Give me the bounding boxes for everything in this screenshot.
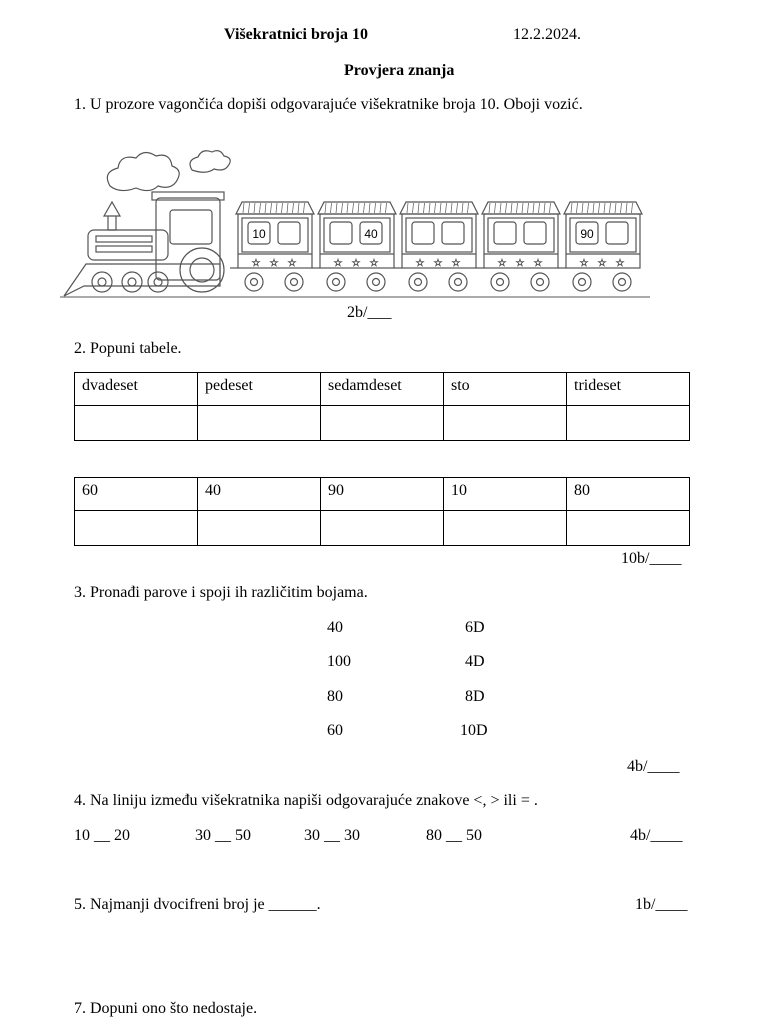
- wagon-wheel-icon: [491, 273, 509, 291]
- star-icon: ☆: [579, 258, 589, 269]
- smoke-cloud-icon: [107, 152, 179, 190]
- pair-right-value[interactable]: 6D: [465, 619, 485, 636]
- table2-answer-cell[interactable]: [75, 511, 198, 546]
- train-wagon: [476, 202, 560, 291]
- wagon-window-right[interactable]: [278, 222, 300, 244]
- pair-right-value[interactable]: 4D: [465, 653, 485, 670]
- wagon-window-right[interactable]: [524, 222, 546, 244]
- table1-answer-cell[interactable]: [567, 406, 690, 441]
- pair-left-value[interactable]: 100: [327, 653, 351, 670]
- pair-left-value[interactable]: 80: [327, 688, 343, 705]
- locomotive-chimney-icon: [104, 202, 120, 230]
- number-words-table: [74, 372, 690, 441]
- table2-answer-cell[interactable]: [198, 511, 321, 546]
- table2-header-cell: 10: [444, 478, 567, 511]
- table2-answer-cell[interactable]: [444, 511, 567, 546]
- wagon-window-number: 90: [580, 227, 594, 241]
- task4-instruction: 4. Na liniju između višekratnika napiši odgovarajuće znakove <, > ili = .: [74, 792, 538, 809]
- table1-answer-cell[interactable]: [75, 406, 198, 441]
- wagon-window-left[interactable]: [412, 222, 434, 244]
- table1-answer-cell[interactable]: [321, 406, 444, 441]
- number-digits-table: [74, 477, 690, 546]
- star-icon: ☆: [351, 258, 361, 269]
- comparison-item[interactable]: 30 __ 50: [195, 827, 251, 844]
- task5-score: 1b/____: [635, 896, 688, 913]
- worksheet-date: 12.2.2024.: [513, 26, 581, 43]
- wagon-window-number: 10: [252, 227, 266, 241]
- pair-left-value[interactable]: 60: [327, 722, 343, 739]
- task3-score: 4b/____: [627, 758, 680, 775]
- task1-instruction: 1. U prozore vagončića dopiši odgovarajuće višekratnike broja 10. Oboji vozić.: [74, 96, 583, 113]
- train-wagon: [394, 202, 478, 291]
- wagon-wheel-icon: [285, 273, 303, 291]
- star-icon: ☆: [415, 258, 425, 269]
- star-icon: ☆: [615, 258, 625, 269]
- wagon-window-left[interactable]: [330, 222, 352, 244]
- star-icon: ☆: [333, 258, 343, 269]
- wagon-window-right[interactable]: [442, 222, 464, 244]
- train-wagon: [558, 202, 642, 291]
- comparison-item[interactable]: 80 __ 50: [426, 827, 482, 844]
- table2-header-cell: 60: [75, 478, 198, 511]
- star-icon: ☆: [269, 258, 279, 269]
- table1-header-cell: sedamdeset: [321, 373, 444, 406]
- task2-score: 10b/____: [621, 550, 682, 567]
- star-icon: ☆: [515, 258, 525, 269]
- star-icon: ☆: [251, 258, 261, 269]
- comparison-item[interactable]: 10 __ 20: [74, 827, 130, 844]
- pair-right-value[interactable]: 10D: [460, 722, 488, 739]
- train-illustration: [60, 136, 650, 302]
- table2-header-cell: 40: [198, 478, 321, 511]
- wagon-window-number: 40: [364, 227, 378, 241]
- pair-right-value[interactable]: 8D: [465, 688, 485, 705]
- comparison-item[interactable]: 30 __ 30: [304, 827, 360, 844]
- table1-answer-cell[interactable]: [198, 406, 321, 441]
- star-icon: ☆: [533, 258, 543, 269]
- table1-answer-cell[interactable]: [444, 406, 567, 441]
- task2-instruction: 2. Popuni tabele.: [74, 340, 182, 357]
- task7-instruction: 7. Dopuni ono što nedostaje.: [74, 1000, 258, 1017]
- wagon-wheel-icon: [449, 273, 467, 291]
- task5-question[interactable]: 5. Najmanji dvocifreni broj je ______.: [74, 896, 321, 913]
- wagon-window-right[interactable]: [606, 222, 628, 244]
- table2-header-cell: 80: [567, 478, 690, 511]
- task1-score: 2b/___: [347, 304, 392, 321]
- wagon-wheel-icon: [245, 273, 263, 291]
- wagon-window-left[interactable]: [494, 222, 516, 244]
- wagon-wheel-icon: [613, 273, 631, 291]
- train-wagon: [312, 202, 396, 291]
- pair-left-value[interactable]: 40: [327, 619, 343, 636]
- star-icon: ☆: [433, 258, 443, 269]
- table1-header-cell: trideset: [567, 373, 690, 406]
- wagon-wheel-icon: [327, 273, 345, 291]
- train-wagon: [230, 202, 314, 291]
- table1-header-cell: dvadeset: [75, 373, 198, 406]
- wagon-wheel-icon: [409, 273, 427, 291]
- star-icon: ☆: [497, 258, 507, 269]
- star-icon: ☆: [369, 258, 379, 269]
- worksheet-title: Višekratnici broja 10: [224, 26, 368, 43]
- table1-header-cell: pedeset: [198, 373, 321, 406]
- wagon-wheel-icon: [367, 273, 385, 291]
- smoke-cloud-icon: [190, 151, 230, 173]
- star-icon: ☆: [451, 258, 461, 269]
- star-icon: ☆: [287, 258, 297, 269]
- table2-answer-cell[interactable]: [321, 511, 444, 546]
- wagon-wheel-icon: [573, 273, 591, 291]
- table2-answer-cell[interactable]: [567, 511, 690, 546]
- task4-score: 4b/____: [630, 827, 683, 844]
- star-icon: ☆: [597, 258, 607, 269]
- wagon-wheel-icon: [531, 273, 549, 291]
- table1-header-cell: sto: [444, 373, 567, 406]
- task3-instruction: 3. Pronađi parove i spoji ih različitim bojama.: [74, 584, 368, 601]
- worksheet-subtitle: Provjera znanja: [344, 62, 455, 79]
- table2-header-cell: 90: [321, 478, 444, 511]
